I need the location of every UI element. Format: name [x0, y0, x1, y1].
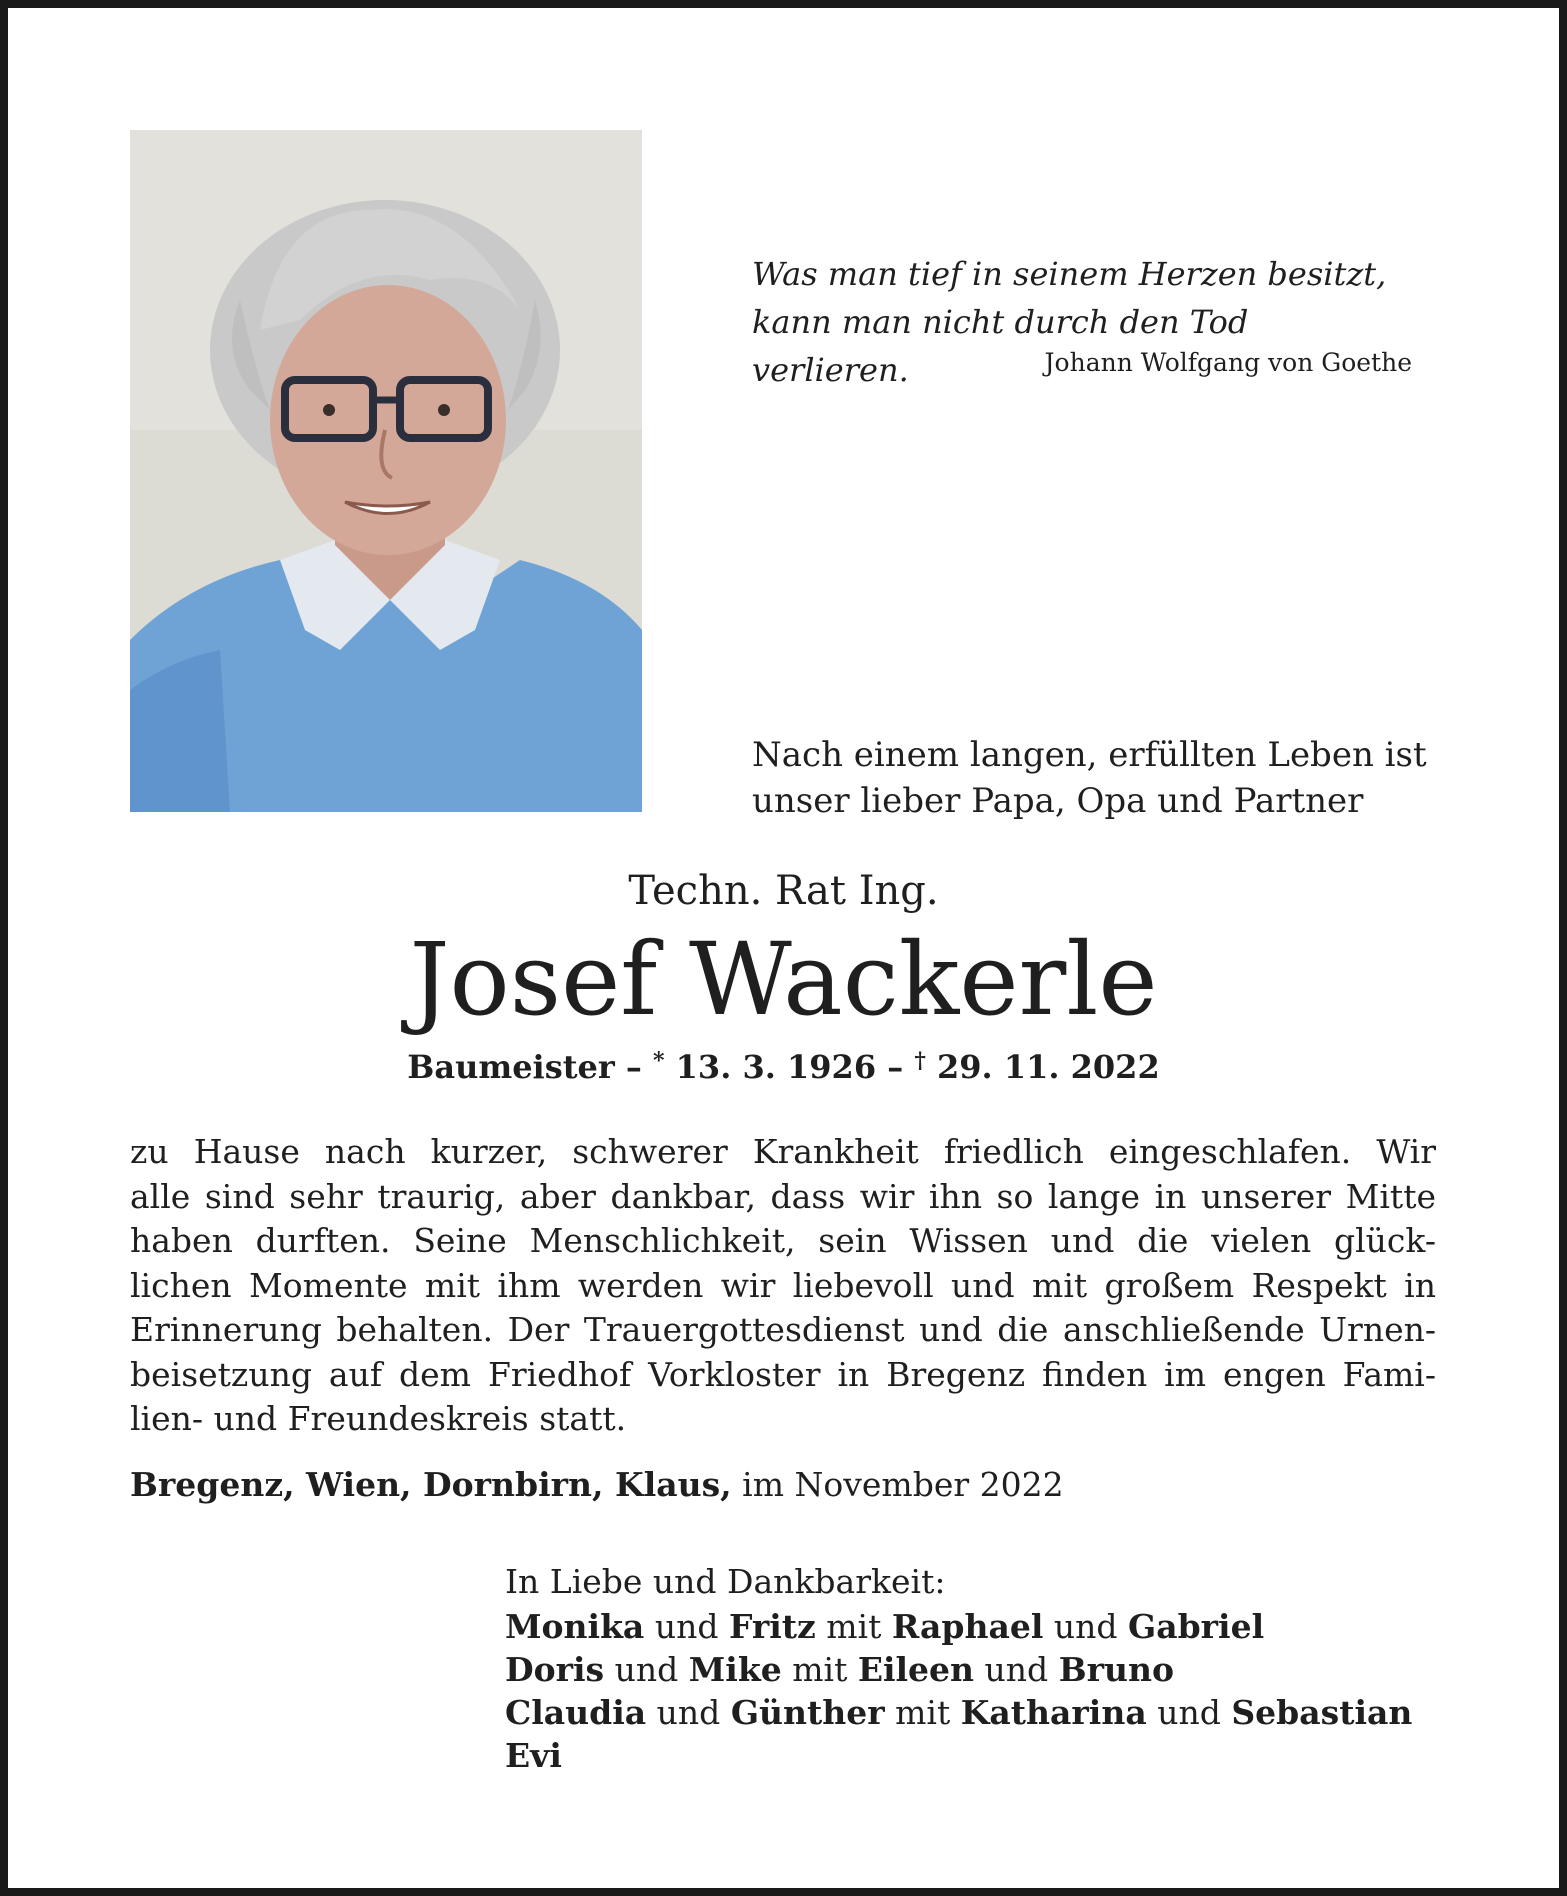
family-name: Eileen: [857, 1650, 975, 1689]
body-line: haben durften. Seine Menschlichkeit, sein Wissen und die vielen glück-: [130, 1221, 1436, 1260]
family-name: Claudia: [505, 1693, 647, 1732]
family-name: Günther: [730, 1693, 885, 1732]
conjunction: mit: [792, 1650, 848, 1689]
conjunction: mit: [895, 1693, 951, 1732]
intro-line-1: Nach einem langen, erfüllten Leben ist: [752, 735, 1427, 775]
quote-line-1: Was man tief in seinem Herzen besitzt,: [752, 255, 1387, 293]
intro-text: [752, 732, 1452, 824]
places: Bregenz, Wien, Dornbirn, Klaus,: [130, 1465, 732, 1504]
deceased-name: Josef Wackerle: [409, 921, 1158, 1038]
dash: –: [887, 1048, 904, 1086]
family-name: Katharina: [960, 1693, 1147, 1732]
family-name: Doris: [505, 1650, 605, 1689]
announcement-date: im November 2022: [742, 1465, 1064, 1504]
dash: –: [625, 1048, 642, 1086]
body-line: lichen Momente mit ihm werden wir liebevoll und mit großem Respekt in: [130, 1265, 1436, 1305]
family-name: Gabriel: [1128, 1607, 1265, 1646]
body-line: Erinnerung behalten. Der Trauergottesdienst und die anschließende Urnen-: [130, 1310, 1436, 1349]
family-row: [505, 1734, 1412, 1777]
death-date: 29. 11. 2022: [937, 1048, 1160, 1086]
announcement-body: [130, 1130, 1436, 1442]
conjunction: und: [654, 1607, 719, 1646]
body-line: lien- und Freundeskreis statt.: [130, 1399, 627, 1438]
life-dates: [0, 1048, 1567, 1086]
conjunction: und: [656, 1693, 721, 1732]
family-name: Mike: [688, 1650, 782, 1689]
family-row: [505, 1691, 1412, 1734]
places-and-date: [130, 1465, 1064, 1504]
body-line: alle sind sehr traurig, aber dankbar, dass wir ihn so lange in unserer Mitte: [130, 1176, 1436, 1216]
conjunction: mit: [826, 1607, 882, 1646]
family-list: [505, 1605, 1412, 1777]
conjunction: und: [1157, 1693, 1221, 1732]
death-symbol: †: [914, 1048, 926, 1074]
profession: Baumeister: [407, 1048, 615, 1086]
family-name: Fritz: [728, 1607, 816, 1646]
family-name: Raphael: [891, 1607, 1044, 1646]
deceased-title: Techn. Rat Ing.: [628, 868, 939, 914]
portrait-photo: [130, 130, 642, 812]
intro-line-2: unser lieber Papa, Opa und Partner: [752, 781, 1364, 821]
birth-date: 13. 3. 1926: [675, 1048, 877, 1086]
body-line: zu Hause nach kurzer, schwerer Krankheit friedlich eingeschlafen. Wir: [130, 1132, 1436, 1171]
closing-line: In Liebe und Dankbarkeit:: [505, 1562, 946, 1601]
birth-symbol: *: [653, 1048, 665, 1074]
family-name: Evi: [505, 1736, 562, 1775]
conjunction: und: [614, 1650, 679, 1689]
family-name: Bruno: [1058, 1650, 1174, 1689]
conjunction: und: [1053, 1607, 1118, 1646]
family-name: Sebastian: [1231, 1693, 1413, 1732]
quote-author: Johann Wolfgang von Goethe: [1044, 348, 1412, 377]
quote-line-2: kann man nicht durch den Tod verlieren.: [752, 303, 1249, 389]
family-row: [505, 1605, 1412, 1648]
body-line: beisetzung auf dem Friedhof Vorkloster in Bregenz finden im engen Fami-: [130, 1354, 1436, 1394]
family-name: Monika: [505, 1607, 645, 1646]
conjunction: und: [984, 1650, 1049, 1689]
family-row: [505, 1648, 1412, 1691]
